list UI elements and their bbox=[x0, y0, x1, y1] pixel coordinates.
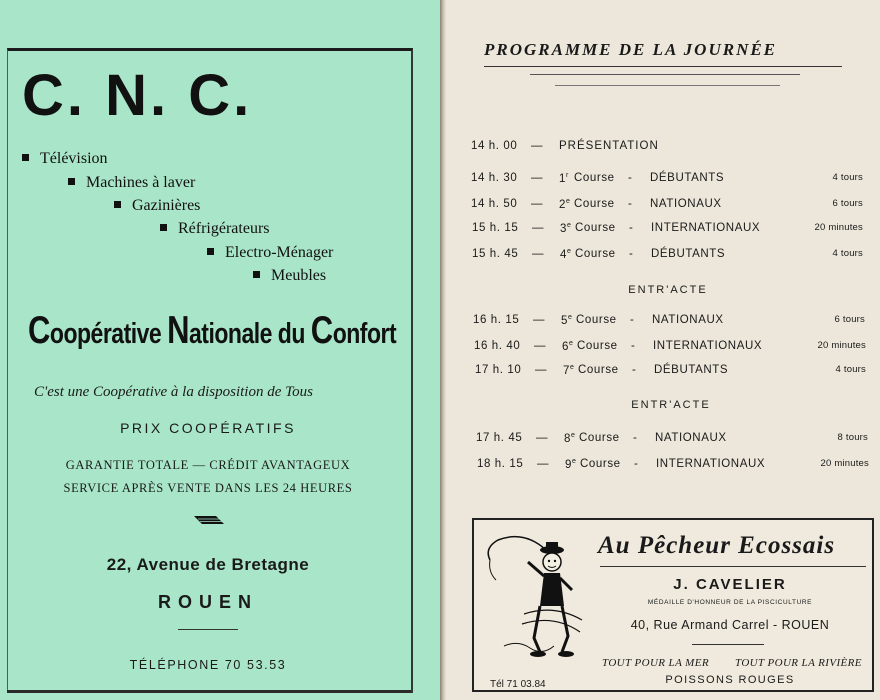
entracte-label: ENTR'ACTE bbox=[628, 284, 708, 296]
divider bbox=[600, 566, 866, 567]
owner-name: J. CAVELIER bbox=[673, 576, 787, 593]
list-item-label: Gazinières bbox=[132, 197, 201, 214]
title-rule bbox=[555, 85, 780, 86]
list-item-label: Electro-Ménager bbox=[225, 244, 334, 261]
schedule-row: 17 h. 10 — 7e Course - DÉBUTANTS 4 tours bbox=[475, 364, 866, 377]
list-item bbox=[160, 220, 270, 238]
poissons-rouges: POISSONS ROUGES bbox=[665, 674, 795, 686]
fisherman-illustration-icon bbox=[484, 528, 584, 668]
title-rule bbox=[530, 74, 800, 75]
store-city: ROUEN bbox=[157, 592, 258, 612]
bullet-icon bbox=[160, 224, 167, 231]
shop-address: 40, Rue Armand Carrel - ROUEN bbox=[630, 618, 830, 632]
prix-heading: PRIX COOPÉRATIFS bbox=[120, 420, 296, 436]
brand-title: C. N. C. bbox=[22, 63, 253, 128]
schedule-row: 16 h. 15 — 5e Course - NATIONAUX 6 tours bbox=[473, 314, 865, 327]
schedule-row: 18 h. 15 — 9e Course - INTERNATIONAUX 20 minutes bbox=[477, 458, 869, 471]
schedule-row: 14 h. 30 — 1$^r$ Course - DÉBUTANTS 4 tours bbox=[471, 172, 863, 185]
schedule-row: 14 h. 50 — 2e Course - NATIONAUX 6 tours bbox=[471, 198, 863, 211]
bullet-icon bbox=[114, 201, 121, 208]
service-line: SERVICE APRÈS VENTE DANS LES 24 HEURES bbox=[63, 481, 353, 495]
list-item-label: Réfrigérateurs bbox=[178, 220, 270, 237]
cooperative-name: Coopérative Nationale du Confort bbox=[28, 308, 397, 352]
bullet-icon bbox=[68, 178, 75, 185]
shop-name: Au Pêcheur Ecossais bbox=[598, 532, 836, 559]
list-item bbox=[22, 150, 108, 168]
schedule-row: 15 h. 45 — 4e Course - DÉBUTANTS 4 tours bbox=[472, 248, 863, 261]
shop-phone: Tél 71 03.84 bbox=[490, 679, 546, 690]
left-bottom-rule bbox=[7, 690, 411, 693]
schedule-row: 17 h. 45 — 8e Course - NATIONAUX 8 tours bbox=[476, 432, 868, 445]
program-title: PROGRAMME DE LA JOURNÉE bbox=[484, 40, 778, 59]
list-item bbox=[253, 267, 326, 285]
medal-text: MÉDAILLE D'HONNEUR DE LA PISCICULTURE bbox=[647, 599, 813, 606]
slogan-sea: TOUT POUR LA MER bbox=[602, 657, 709, 669]
list-item-label: Machines à laver bbox=[86, 174, 196, 191]
garantie-line: GARANTIE TOTALE — CRÉDIT AVANTAGEUX bbox=[65, 458, 351, 472]
list-item bbox=[207, 244, 333, 262]
list-item-label: Meubles bbox=[271, 267, 327, 284]
bullet-icon bbox=[22, 154, 29, 161]
flag-emblem-icon bbox=[194, 516, 224, 524]
schedule-row-presentation: 14 h. 00 — PRÉSENTATION bbox=[471, 140, 659, 152]
list-item bbox=[114, 197, 200, 215]
divider bbox=[178, 629, 238, 630]
store-address: 22, Avenue de Bretagne bbox=[106, 555, 310, 574]
schedule-row: 15 h. 15 — 3e Course - INTERNATIONAUX 20 minutes bbox=[472, 222, 863, 235]
list-item bbox=[68, 174, 195, 192]
tagline: C'est une Coopérative à la disposition de Tous bbox=[34, 384, 313, 400]
entracte-label: ENTR'ACTE bbox=[631, 399, 711, 411]
title-rule bbox=[484, 66, 842, 67]
list-item-label: Télévision bbox=[40, 150, 108, 167]
slogan-river: TOUT POUR LA RIVIÈRE bbox=[735, 657, 862, 669]
bullet-icon bbox=[207, 248, 214, 255]
schedule-row: 16 h. 40 — 6e Course - INTERNATIONAUX 20 minutes bbox=[474, 340, 866, 353]
phone-number: TÉLÉPHONE 70 53.53 bbox=[129, 658, 287, 672]
bullet-icon bbox=[253, 271, 260, 278]
divider bbox=[692, 644, 764, 645]
